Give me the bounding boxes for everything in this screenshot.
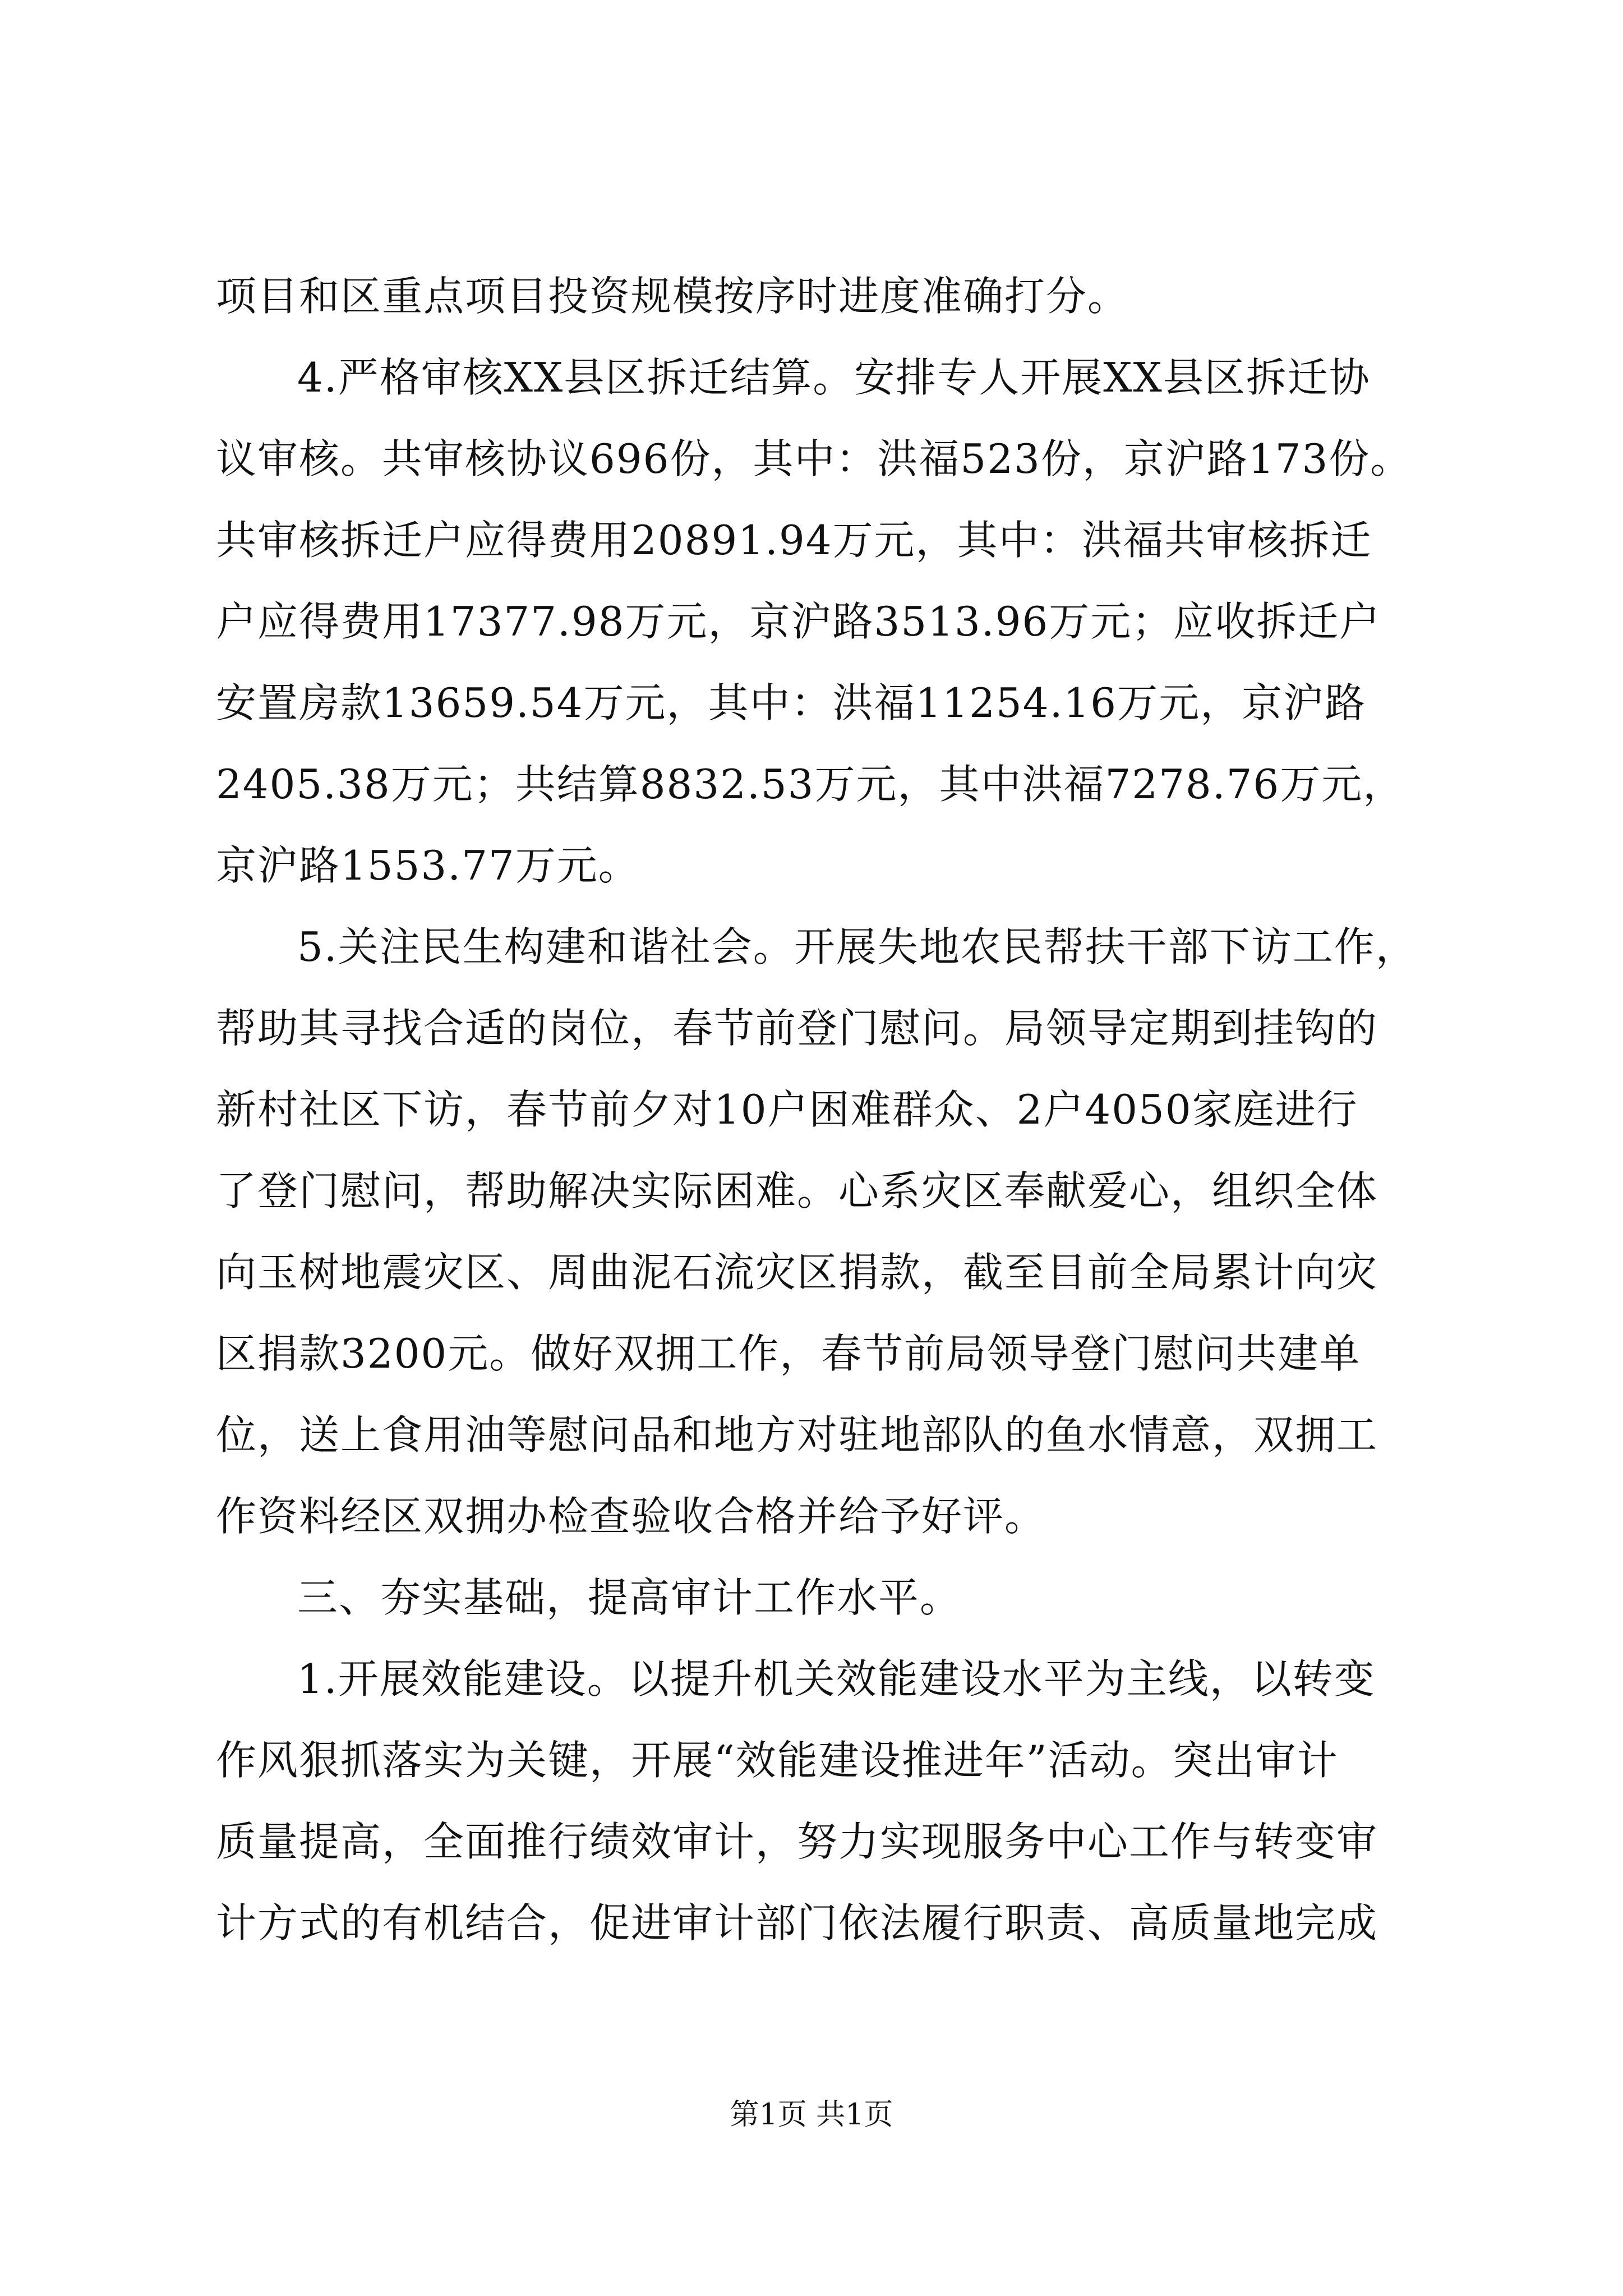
paragraph-line: 京沪路1553.77万元。 — [216, 842, 640, 889]
paragraph-line: 议审核。共审核协议696份，其中：洪福523份，京沪路173份。 — [216, 435, 1412, 482]
paragraph-line: 2405.38万元；共结算8832.53万元，其中洪福7278.76万元， — [216, 761, 1405, 808]
paragraph-line: 共审核拆迁户应得费用20891.94万元，其中：洪福共审核拆迁 — [216, 517, 1372, 564]
paragraph-line: 户应得费用17377.98万元，京沪路3513.96万元；应收拆迁户 — [216, 598, 1381, 645]
paragraph-line: 项目和区重点项目投资规模按序时进度准确打分。 — [216, 273, 1129, 320]
paragraph-line: 位，送上食用油等慰问品和地方对驻地部队的鱼水情意，双拥工 — [216, 1411, 1378, 1458]
paragraph-line: 区捐款3200元。做好双拥工作，春节前局领导登门慰问共建单 — [216, 1330, 1361, 1377]
paragraph-line: 帮助其寻找合适的岗位，春节前登门慰问。局领导定期到挂钩的 — [216, 1005, 1378, 1052]
paragraph-line: 5.关注民生构建和谐社会。开展失地农民帮扶干部下访工作， — [297, 923, 1417, 970]
paragraph-line: 作资料经区双拥办检查验收合格并给予好评。 — [216, 1493, 1046, 1540]
paragraph-line: 了登门慰问，帮助解决实际困难。心系灾区奉献爱心，组织全体 — [216, 1167, 1378, 1214]
page-number-footer: 第1页 共1页 — [730, 2098, 893, 2132]
paragraph-line: 安置房款13659.54万元，其中：洪福11254.16万元，京沪路 — [216, 679, 1367, 726]
paragraph-line: 向玉树地震灾区、周曲泥石流灾区捐款，截至目前全局累计向灾 — [216, 1249, 1378, 1296]
section-heading: 三、夯实基础，提高审计工作水平。 — [297, 1574, 962, 1621]
paragraph-line: 1.开展效能建设。以提升机关效能建设水平为主线，以转变 — [297, 1655, 1376, 1703]
paragraph-line: 质量提高，全面推行绩效审计，努力实现服务中心工作与转变审 — [216, 1818, 1378, 1865]
paragraph-line: 新村社区下访，春节前夕对10户困难群众、2户4050家庭进行 — [216, 1086, 1358, 1133]
paragraph-line: 作风狠抓落实为关键，开展“效能建设推进年”活动。突出审计 — [216, 1737, 1339, 1784]
paragraph-line: 计方式的有机结合，促进审计部门依法履行职责、高质量地完成 — [216, 1899, 1378, 1947]
paragraph-line: 4.严格审核XX县区拆迁结算。安排专人开展XX县区拆迁协 — [297, 354, 1371, 401]
